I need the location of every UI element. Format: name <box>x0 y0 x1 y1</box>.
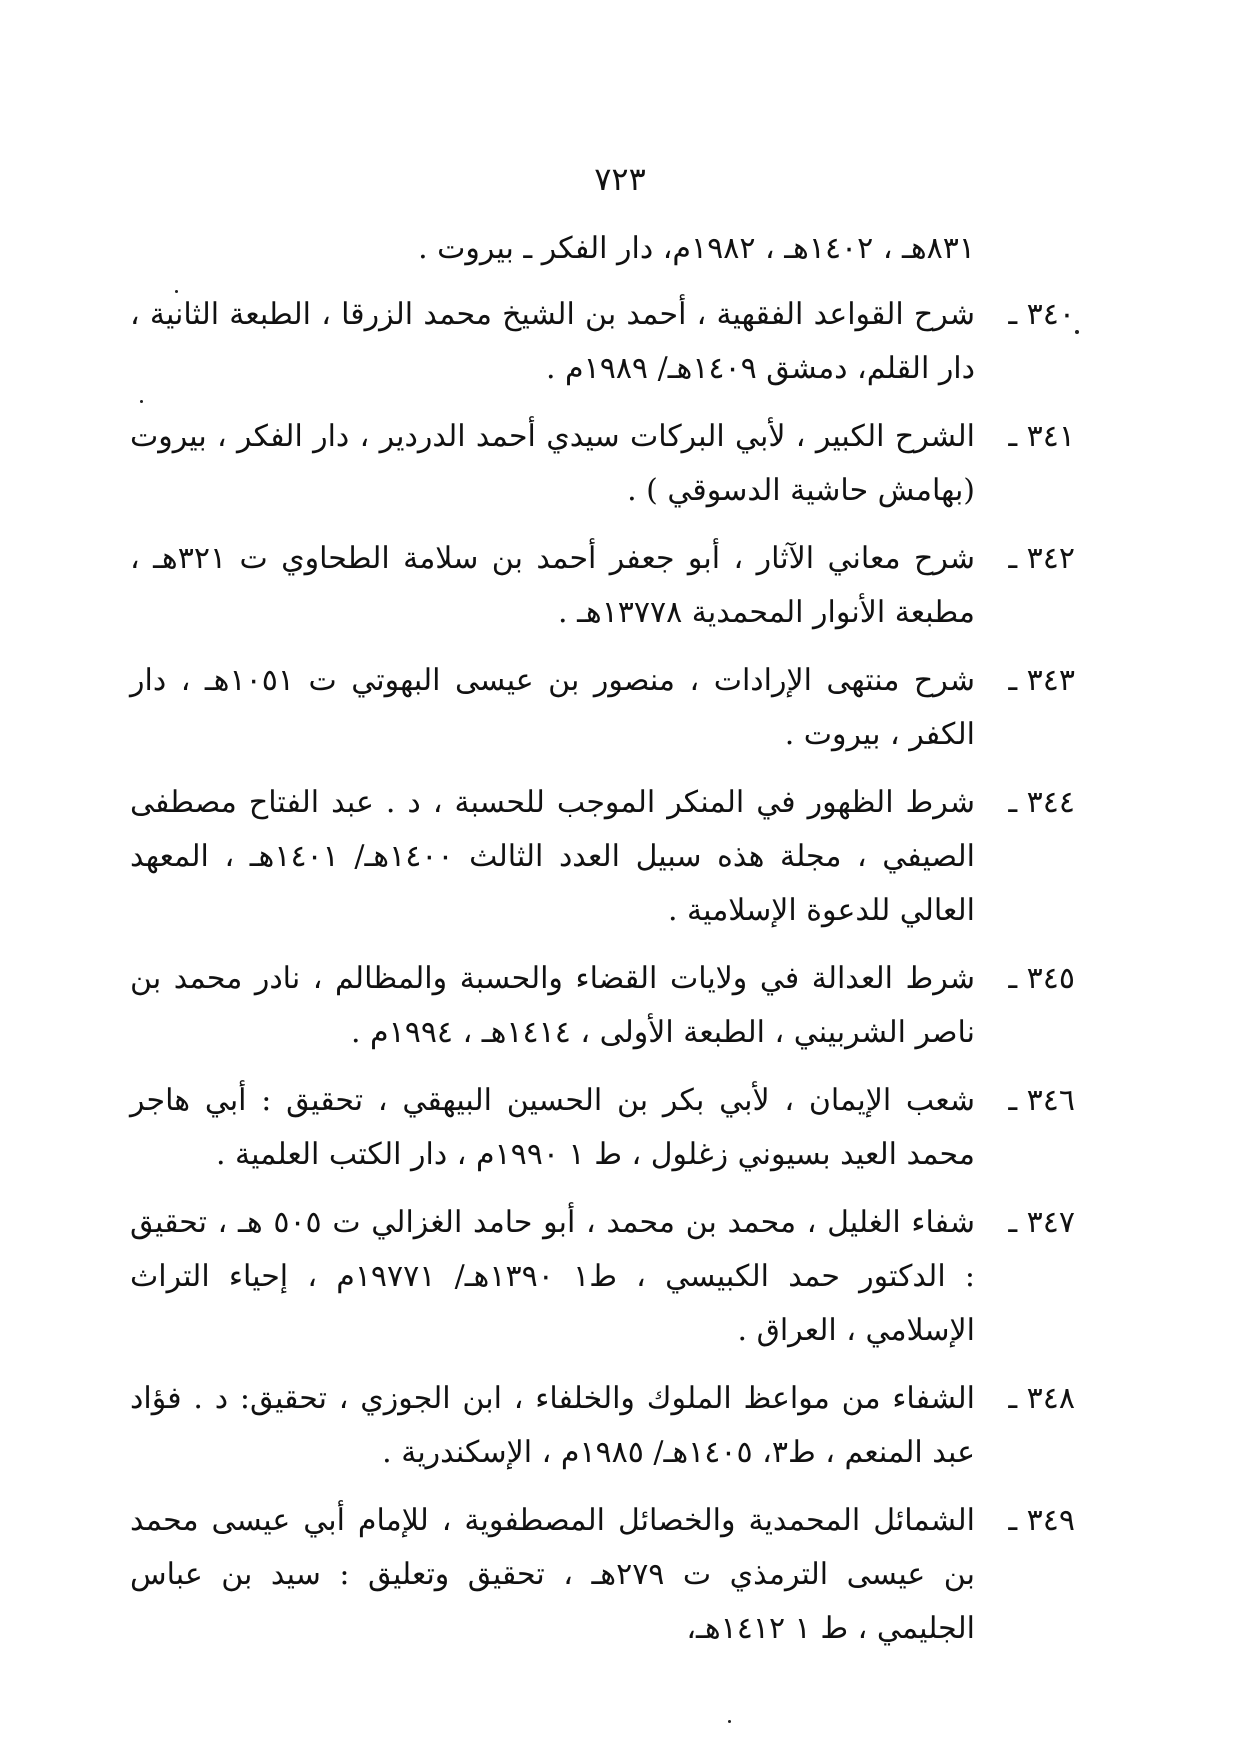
bibliography-list <box>130 222 1075 1670</box>
scan-speck <box>175 290 178 293</box>
continuation-line: ٨٣١هـ ، ١٤٠٢هـ ، ١٩٨٢م، دار الفكر ـ بيروت . <box>418 231 975 266</box>
bibliography-entry <box>130 1372 1075 1480</box>
entry-number: ٣٤٤ ـ <box>1008 785 1075 820</box>
entry-number: ٣٤٥ ـ <box>1008 961 1075 996</box>
entry-number: ٣٤٢ ـ <box>1008 541 1075 576</box>
entry-text: شرح القواعد الفقهية ، أحمد بن الشيخ محمد الزرقا ، الطبعة الثانية ، دار القلم، دمشق ١٤٠٩هـ/ ١٩٨٩م . <box>130 297 975 386</box>
bibliography-entry <box>130 288 1075 396</box>
page-number: ٧٢٣ <box>594 160 646 198</box>
entry-text: الشفاء من مواعظ الملوك والخلفاء ، ابن الجوزي ، تحقيق: د . فؤاد عبد المنعم ، ط٣، ١٤٠٥هـ/ ١٩٨٥م ، الإسكندرية . <box>130 1381 975 1470</box>
entry-text: شرط العدالة في ولايات القضاء والحسبة والمظالم ، نادر محمد بن ناصر الشربيني ، الطبعة الأولى ، ١٤١٤هـ ، ١٩٩٤م . <box>130 961 975 1050</box>
scan-speck <box>140 400 143 403</box>
entry-number: ٣٤٨ ـ <box>1008 1381 1075 1416</box>
entry-number: ٣٤٧ ـ <box>1008 1205 1075 1240</box>
entry-text: الشمائل المحمدية والخصائل المصطفوية ، للإمام أبي عيسى محمد بن عيسى الترمذي ت ٢٧٩هـ ، تحقيق وتعليق : سيد بن عباس الجليمي ، ط ١ ١٤١٢هـ، <box>130 1503 975 1646</box>
entry-text: شرح منتهى الإرادات ، منصور بن عيسى البهوتي ت ١٠٥١هـ ، دار الكفر ، بيروت . <box>130 663 975 752</box>
scan-speck <box>728 1720 731 1723</box>
bibliography-entry <box>130 952 1075 1060</box>
bibliography-entry <box>130 654 1075 762</box>
entry-text: شرط الظهور في المنكر الموجب للحسبة ، د . عبد الفتاح مصطفى الصيفي ، مجلة هذه سبيل العدد الثالث ١٤٠٠هـ/ ١٤٠١هـ ، المعهد العالي للدعوة الإسلامية . <box>130 785 975 928</box>
entry-number: ٣٤٩ ـ <box>1008 1503 1075 1538</box>
bibliography-entry <box>130 776 1075 938</box>
bibliography-entry <box>130 1196 1075 1358</box>
entry-number: ٣٤٣ ـ <box>1008 663 1075 698</box>
entry-text: الشرح الكبير ، لأبي البركات سيدي أحمد الدردير ، دار الفكر ، بيروت (بهامش حاشية الدسوقي ) . <box>130 419 975 508</box>
bibliography-entry <box>130 532 1075 640</box>
entry-text: شعب الإيمان ، لأبي بكر بن الحسين البيهقي ، تحقيق : أبي هاجر محمد العيد بسيوني زغلول ، ط ١ ١٩٩٠م ، دار الكتب العلمية . <box>130 1083 975 1172</box>
entry-number: ٣٤١ ـ <box>1008 419 1075 454</box>
bibliography-entry <box>130 1494 1075 1656</box>
entry-text: شفاء الغليل ، محمد بن محمد ، أبو حامد الغزالي ت ٥٠٥ هـ ، تحقيق : الدكتور حمد الكبيسي ، ط١ ١٣٩٠هـ/ ١٩٧٧١م ، إحياء التراث الإسلامي ، العراق . <box>130 1205 976 1348</box>
bibliography-entry <box>130 410 1075 518</box>
scan-speck <box>1075 330 1079 334</box>
bibliography-entry <box>130 1074 1075 1182</box>
entry-number: ٣٤٠ ـ <box>1008 297 1075 332</box>
entry-number: ٣٤٦ ـ <box>1008 1083 1075 1118</box>
entry-text: شرح معاني الآثار ، أبو جعفر أحمد بن سلامة الطحاوي ت ٣٢١هـ ، مطبعة الأنوار المحمدية ١٣٧٧٨هـ . <box>130 541 976 630</box>
